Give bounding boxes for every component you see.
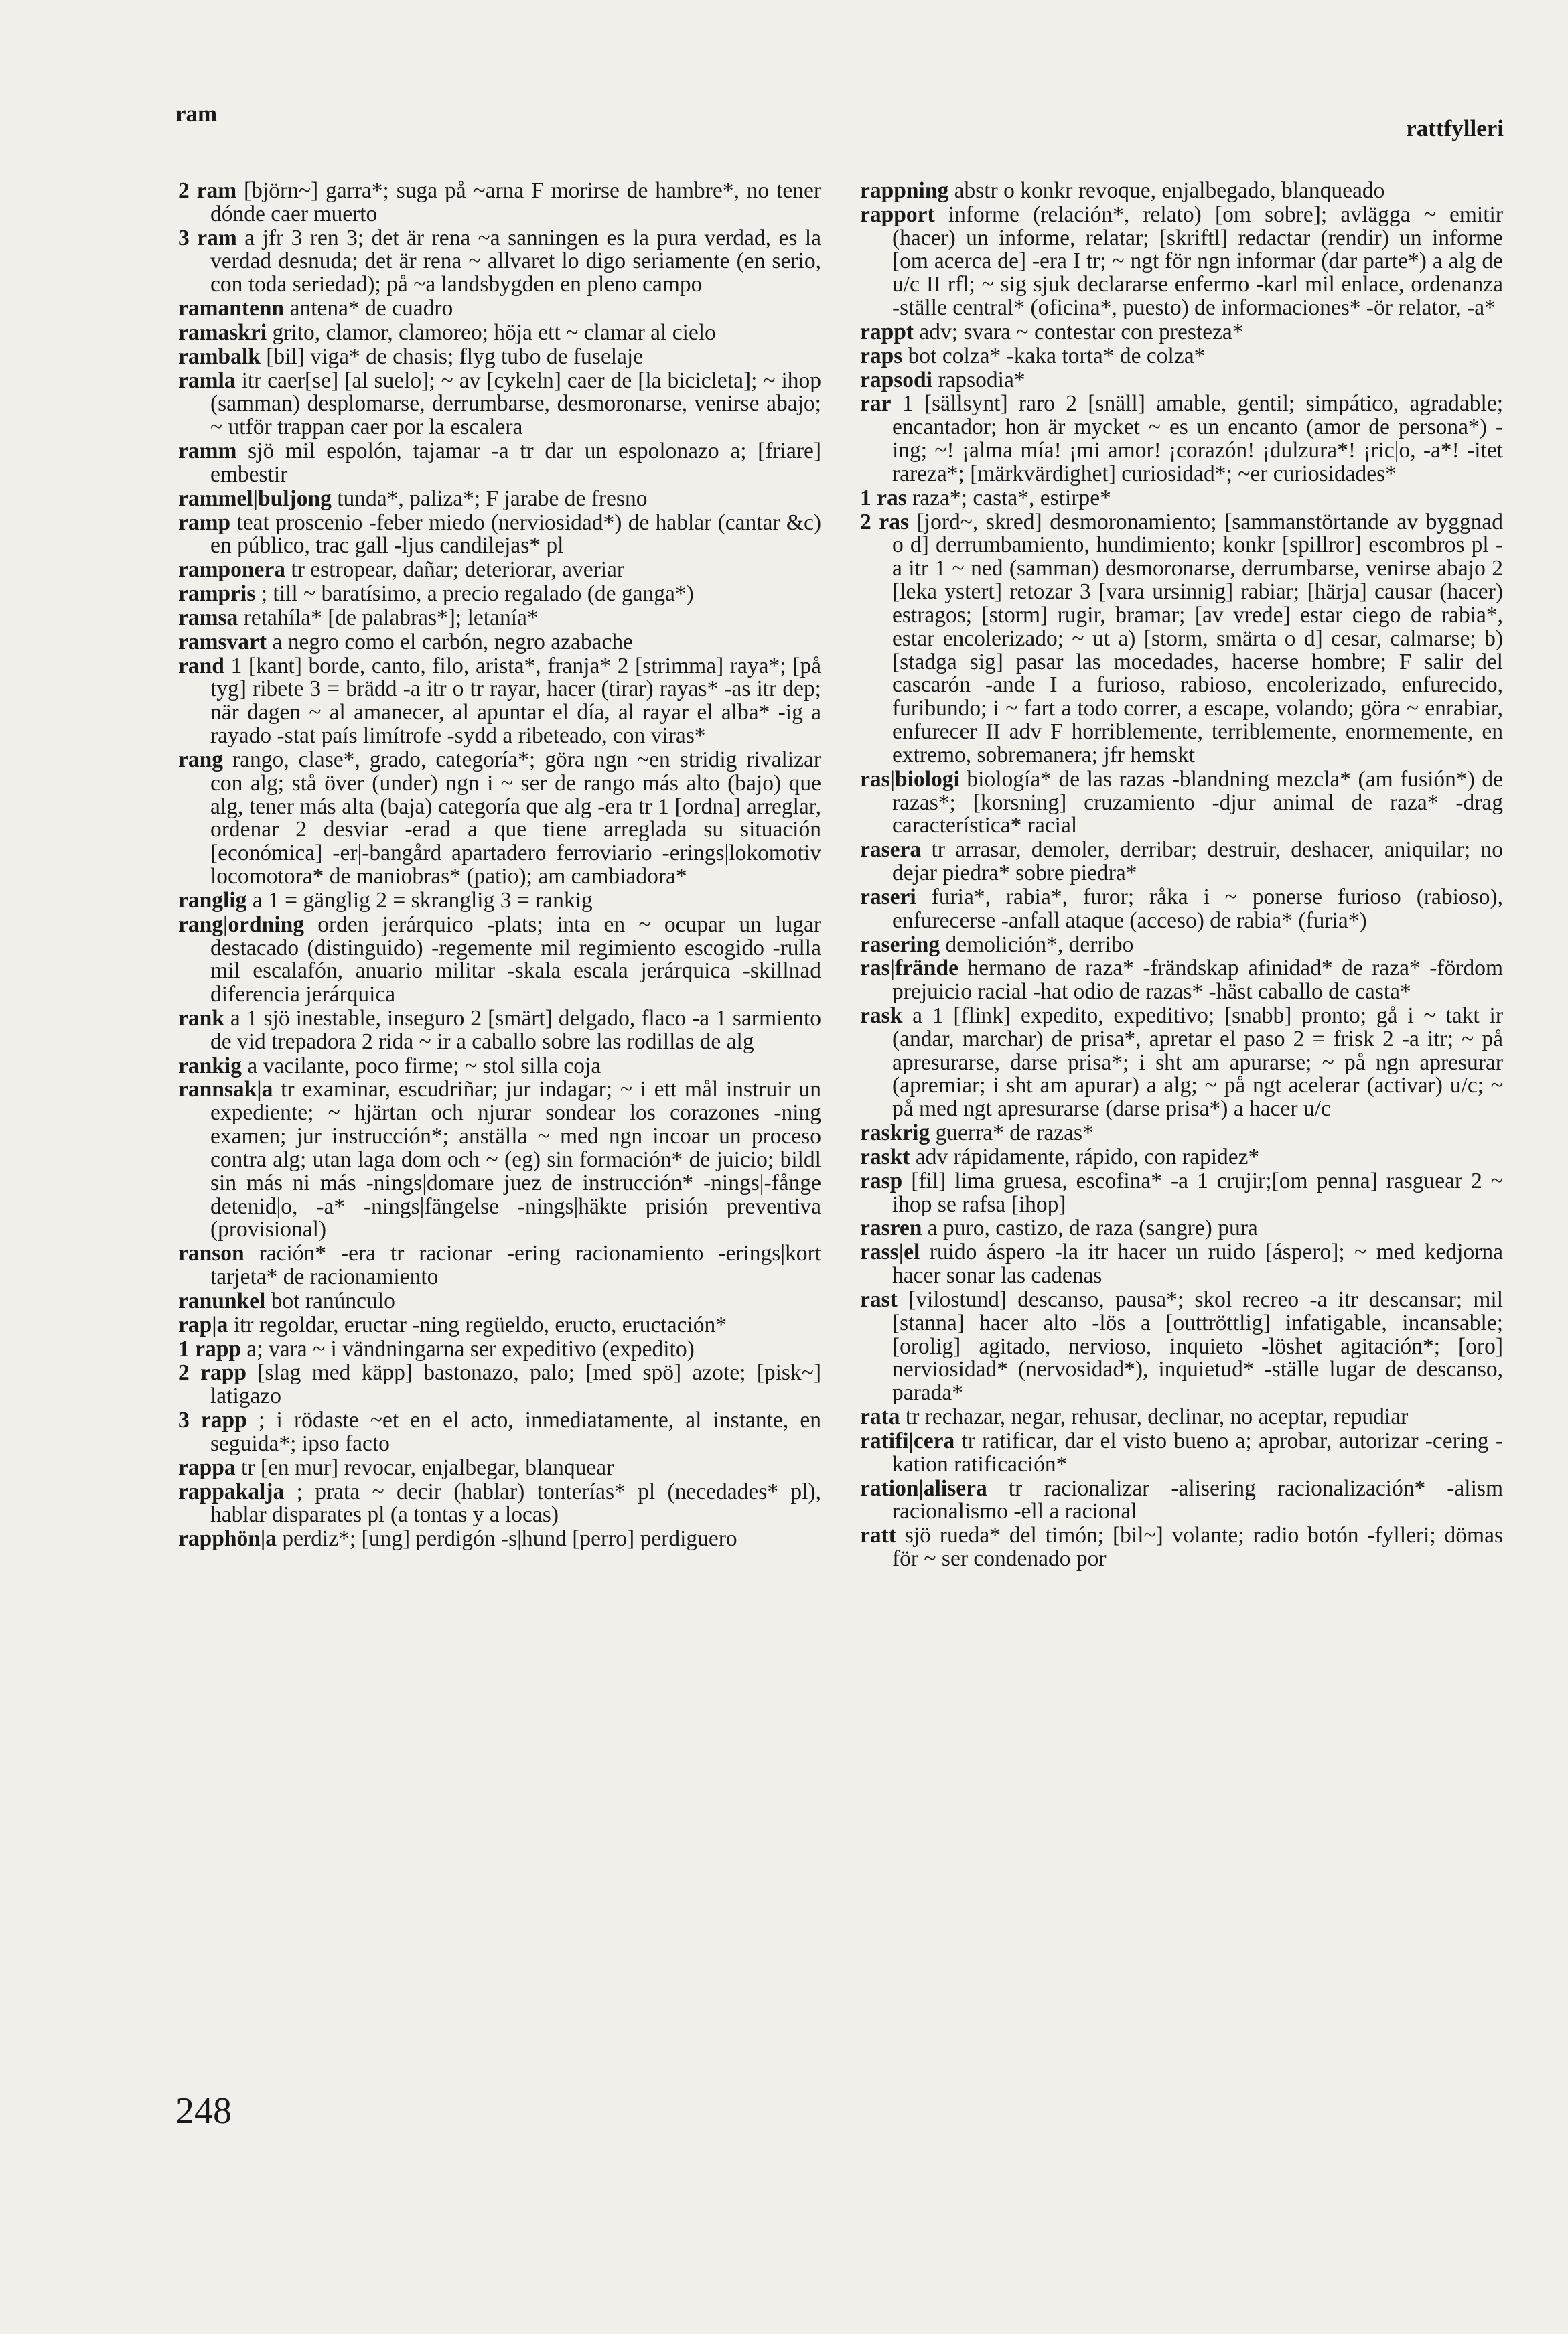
dictionary-entry xyxy=(860,1477,1503,1524)
entry-definition: informe (relación*, relato) [om sobre]; avlägga ~ emitir (hacer) un informe, relatar; [skriftl] redactar (rendir) un informe [om acerca de] -era I tr; ~ ngt för ngn informar (dar parte*) a alg de u/c II rfl; ~ sig sjuk declararse enfermo -karl mil enlace, ordenanza -ställe central* (oficina*, puesto) de informaciones* -ör relator, -a* xyxy=(892,202,1503,321)
entry-headword: ration|alisera xyxy=(860,1475,987,1501)
entry-headword: 2 ram xyxy=(178,178,237,203)
running-head-right: rattfylleri xyxy=(1406,115,1504,141)
entry-headword: rasren xyxy=(860,1216,922,1241)
entry-definition: itr caer[se] [al suelo]; ~ av [cykeln] caer de [la bicicleta]; ~ ihop (samman) desplomarse, derrumbarse, desmoronarse, venirse abajo; ~ utför trappan caer por la escalera xyxy=(210,368,822,440)
dictionary-entry xyxy=(178,1242,821,1289)
entry-definition: rapsodia* xyxy=(938,367,1025,392)
dictionary-entry xyxy=(178,321,821,345)
dictionary-entry xyxy=(860,1406,1503,1429)
entry-headword: rappning xyxy=(860,178,949,203)
entry-headword: rasp xyxy=(860,1168,903,1193)
dictionary-entry xyxy=(860,487,1503,510)
entry-headword: rapport xyxy=(860,202,935,227)
entry-definition: ; i rödaste ~et en el acto, inmediatamente, al instante, en seguida*; ipso facto xyxy=(210,1408,821,1456)
dictionary-entry xyxy=(178,227,821,297)
dictionary-entry xyxy=(860,934,1503,957)
entry-definition: antena* de cuadro xyxy=(289,296,453,321)
entry-definition: a 1 = gänglig 2 = skranglig 3 = rankig xyxy=(252,887,593,913)
dictionary-entry xyxy=(178,1457,821,1480)
running-head-left: ram xyxy=(175,100,218,127)
dictionary-entry xyxy=(860,1005,1503,1121)
entry-headword: rank xyxy=(178,1005,224,1031)
entry-headword: 2 ras xyxy=(860,509,910,534)
entry-headword: ramsvart xyxy=(178,629,267,654)
entry-definition: [slag med käpp] bastonazo, palo; [med spö] azote; [pisk~] latigazo xyxy=(210,1360,821,1409)
entry-headword: ras|frände xyxy=(860,956,958,981)
entry-definition: a jfr 3 ren 3; det är rena ~a sanningen es la pura verdad, es la verdad desnuda; det är rena ~ allvaret lo digo seriamente (en serio, con toda seriedad); på ~a landsbygden en pleno campo xyxy=(210,225,822,297)
dictionary-entry xyxy=(178,911,821,1007)
entry-definition: tr [en mur] revocar, enjalbegar, blanquear xyxy=(241,1455,614,1480)
entry-headword: rankig xyxy=(178,1053,242,1078)
entry-headword: ratt xyxy=(860,1523,896,1548)
dictionary-entry xyxy=(178,1528,821,1551)
entry-headword: rappt xyxy=(860,319,914,344)
dictionary-entry xyxy=(178,749,821,889)
dictionary-entry xyxy=(178,440,821,487)
entry-headword: 2 rapp xyxy=(178,1360,246,1386)
entry-headword: rappakalja xyxy=(178,1479,285,1504)
entry-headword: ramantenn xyxy=(178,296,285,321)
entry-headword: 3 ram xyxy=(178,225,237,250)
entry-headword: rass|el xyxy=(860,1240,920,1265)
dictionary-entry xyxy=(178,179,821,226)
dictionary-entry xyxy=(178,346,821,369)
dictionary-entry xyxy=(178,1338,821,1362)
entry-headword: ramla xyxy=(178,368,236,393)
entry-headword: rapphön|a xyxy=(178,1526,277,1552)
entry-headword: ramm xyxy=(178,439,237,464)
entry-headword: rang|ordning xyxy=(178,911,304,937)
entry-definition: adv; svara ~ contestar con presteza* xyxy=(919,319,1244,344)
entry-definition: sjö mil espolón, tajamar -a tr dar un espolonazo a; [friare] embestir xyxy=(210,439,821,487)
dictionary-entry xyxy=(860,838,1503,885)
entry-headword: rappa xyxy=(178,1455,236,1480)
entry-definition: a puro, castizo, de raza (sangre) pura xyxy=(927,1216,1258,1241)
dictionary-entry xyxy=(178,559,821,582)
entry-headword: ratifi|cera xyxy=(860,1428,955,1453)
entry-headword: ramsa xyxy=(178,605,238,630)
dictionary-entry xyxy=(178,1409,821,1456)
entry-definition: a vacilante, poco firme; ~ stol silla coja xyxy=(247,1053,601,1078)
entry-headword: rampris xyxy=(178,581,256,607)
dictionary-entry xyxy=(860,1524,1503,1571)
entry-definition: tr examinar, escudriñar; jur indagar; ~ i ett mål instruir un expediente; ~ hjärtan och njurar sondear los corazones -ning examen; jur instrucción*; anställa ~ med ngn incoar un proceso contra alg; utan laga dom och ~ (eg) sin formación* de juicio; bildl sin más ni más -nings|domare juez de instrucción* -nings|-fånge detenid|o, -a* -nings|fängelse -nings|häkte prisión preventiva (provisional) xyxy=(210,1077,821,1242)
entry-definition: [björn~] garra*; suga på ~arna F morirse de hambre*, no tener dónde caer muerto xyxy=(210,178,821,226)
left-column xyxy=(178,179,821,1552)
dictionary-entry xyxy=(860,204,1503,320)
dictionary-entry xyxy=(178,370,821,439)
entry-headword: raskrig xyxy=(860,1120,930,1146)
entry-definition: ; till ~ baratísimo, a precio regalado (de ganga*) xyxy=(261,581,694,607)
dictionary-entry xyxy=(178,1078,821,1242)
entry-definition: hermano de raza* -frändskap afinidad* de raza* -fördom prejuicio racial -hat odio de razas* -häst caballo de casta* xyxy=(892,956,1503,1005)
dictionary-entry xyxy=(860,369,1503,392)
dictionary-entry xyxy=(178,631,821,654)
entry-headword: raseri xyxy=(860,884,916,909)
dictionary-entry xyxy=(178,583,821,606)
entry-headword: rap|a xyxy=(178,1312,228,1337)
entry-headword: raskt xyxy=(860,1144,910,1169)
entry-definition: [fil] lima gruesa, escofina* -a 1 crujir;[om penna] rasguear 2 ~ ihop se rafsa [ihop] xyxy=(892,1168,1504,1217)
entry-definition: itr regoldar, eructar -ning regüeldo, eructo, eructación* xyxy=(233,1312,727,1337)
entry-headword: rannsak|a xyxy=(178,1077,273,1102)
entry-definition: demolición*, derribo xyxy=(945,932,1134,957)
entry-headword: rasera xyxy=(860,837,922,863)
entry-headword: rand xyxy=(178,653,224,678)
entry-definition: sjö rueda* del timón; [bil~] volante; radio botón -fylleri; dömas för ~ ser condenado por xyxy=(892,1523,1504,1572)
entry-headword: rambalk xyxy=(178,344,261,369)
dictionary-entry xyxy=(178,1481,821,1528)
entry-definition: a; vara ~ i vändningarna ser expeditivo (expedito) xyxy=(246,1336,695,1362)
dictionary-entry xyxy=(178,297,821,321)
entry-headword: rammel|buljong xyxy=(178,486,332,511)
entry-definition: a negro como el carbón, negro azabache xyxy=(272,629,633,654)
entry-definition: a 1 [flink] expedito, expeditivo; [snabb] pronto; gå i ~ takt ir (andar, marchar) de prisa*, apretar el paso 2 = frisk 2 -a itr; ~ på apresurarse, darse prisa*; i sht am apurarse; ~ på ngn apresurar (apremiar; i sht am apurar) a alg; ~ på ngt acelerar (activar) u/c; ~ på med ngt apresurarse (darse prisa*) a hacer u/c xyxy=(892,1003,1503,1122)
entry-definition: raza*; casta*, estirpe* xyxy=(912,485,1111,510)
entry-headword: ranunkel xyxy=(178,1288,266,1313)
entry-headword: 1 ras xyxy=(860,485,907,510)
entry-headword: ramaskri xyxy=(178,319,267,345)
dictionary-entry xyxy=(178,488,821,511)
dictionary-entry xyxy=(860,345,1503,368)
entry-definition: a 1 sjö inestable, inseguro 2 [smärt] delgado, flaco -a 1 sarmiento de vid trepadora 2 rida ~ ir a caballo sobre las rodillas de alg xyxy=(210,1005,822,1054)
entry-definition: furia*, rabia*, furor; råka i ~ ponerse furioso (rabioso), enfurecerse -anfall ataque (acceso) de rabia* (furia*) xyxy=(892,884,1503,933)
dictionary-entry xyxy=(860,321,1503,344)
entry-definition: bot colza* -kaka torta* de colza* xyxy=(908,343,1206,368)
entry-definition: [vilostund] descanso, pausa*; skol recreo -a itr descansar; mil [stanna] hacer alto -lös a [outtröttlig] infatigable, incansable; [orolig] agitado, nervioso, inquieto -löshet agitación*; [oro] nerviosidad* (nervosidad*), inquietud* -ställe lugar de descanso, parada* xyxy=(892,1287,1504,1406)
entry-definition: 1 [kant] borde, canto, filo, arista*, franja* 2 [strimma] raya*; [på tyg] ribete 3 = brädd -a itr o tr rayar, hacer (tirar) rayas* -as itr dep; när dagen ~ al amanecer, al apuntar el día, al rayar el alba* -ig a rayado -stat país limítrofe -sydd a ribeteado, con viras* xyxy=(210,653,821,749)
dictionary-entry xyxy=(860,1146,1503,1169)
entry-definition: orden jerárquico -plats; inta en ~ ocupar un lugar destacado (distinguido) -regemente mil regimiento escogido -rulla mil escalafón, anuario militar -skala escala jerárquica -skillnad diferencia jerárquica xyxy=(210,911,821,1007)
dictionary-entry xyxy=(178,1314,821,1337)
entry-definition: 1 [sällsynt] raro 2 [snäll] amable, gentil; simpático, agradable; encantador; hon är mycket ~ es un encanto (amor de persona*) -ing; ~! ¡alma mía! ¡mi amor! ¡corazón! ¡dulzura*! ¡ric|o, -a*! -itet rareza*; [märkvärdighet] curiosidad*; ~er curiosidades* xyxy=(892,391,1504,486)
entry-headword: rapsodi xyxy=(860,367,932,392)
entry-definition: adv rápidamente, rápido, con rapidez* xyxy=(915,1144,1260,1169)
entry-headword: ras|biologi xyxy=(860,766,960,792)
entry-definition: [bil] viga* de chasis; flyg tubo de fuselaje xyxy=(266,344,644,369)
dictionary-entry xyxy=(860,511,1503,768)
entry-definition: tr ratificar, dar el visto bueno a; aprobar, autorizar -cering -kation ratificación* xyxy=(892,1428,1503,1477)
dictionary-entry xyxy=(860,886,1503,933)
entry-definition: tr estropear, dañar; deteriorar, averiar xyxy=(291,557,625,583)
dictionary-entry xyxy=(860,957,1503,1004)
dictionary-entry xyxy=(178,607,821,630)
entry-definition: grito, clamor, clamoreo; höja ett ~ clamar al cielo xyxy=(272,319,716,345)
dictionary-entry xyxy=(178,889,821,913)
entry-definition: rango, clase*, grado, categoría*; göra ngn ~en stridig rivalizar con alg; stå över (under) ngn i ~ ser de rango más alto (bajo) que alg, tener más alta (baja) categoría que alg -era tr 1 [ordna] arreglar, ordenar 2 desviar -erad a que tiene arreglada su situación [económica] -er|-bangård apartadero ferroviario -erings|lokomotiv locomotora* de maniobras* (patio); am cambiadora* xyxy=(210,747,822,889)
entry-headword: rata xyxy=(860,1404,900,1430)
dictionary-entry xyxy=(860,768,1503,838)
entry-headword: rask xyxy=(860,1003,903,1028)
entry-definition: tr arrasar, demoler, derribar; destruir, deshacer, aniquilar; no dejar piedra* sobre piedra* xyxy=(892,837,1503,886)
entry-headword: rang xyxy=(178,747,223,772)
entry-headword: ranglig xyxy=(178,887,247,913)
dictionary-entry xyxy=(860,1430,1503,1477)
right-column xyxy=(860,179,1503,1572)
dictionary-entry xyxy=(860,1241,1503,1288)
entry-definition: ; prata ~ decir (hablar) tonterías* pl (necedades* pl), hablar disparates pl (a tontas y a locas) xyxy=(210,1479,822,1528)
entry-definition: tr racionalizar -alisering racionalización* -alism racionalismo -ell a racional xyxy=(892,1475,1503,1524)
entry-definition: teat proscenio -feber miedo (nerviosidad*) de hablar (cantar &c) en público, trac gall -ljus candilejas* pl xyxy=(210,510,822,559)
entry-definition: ración* -era tr racionar -ering racionamiento -erings|kort tarjeta* de racionamiento xyxy=(210,1241,821,1290)
dictionary-entry xyxy=(178,1007,821,1054)
dictionary-entry xyxy=(178,512,821,559)
entry-headword: raps xyxy=(860,343,903,368)
entry-definition: ruido áspero -la itr hacer un ruido [áspero]; ~ med kedjorna hacer sonar las cadenas xyxy=(892,1240,1503,1289)
entry-headword: rasering xyxy=(860,932,940,957)
dictionary-entry xyxy=(860,1217,1503,1240)
entry-definition: tunda*, paliza*; F jarabe de fresno xyxy=(337,486,648,511)
dictionary-entry xyxy=(860,1170,1503,1217)
entry-definition: [jord~, skred] desmoronamiento; [sammanstörtande av byggnad o d] derrumbamiento, hundimiento; konkr [spillror] escombros pl -a itr 1 ~ ned (samman) desmoronarse, derrumbarse, venirse abajo 2 [leka ystert] retozar 3 [vara ursinnig] rabiar; [härja] causar (hacer) estragos; [storm] rugir, bramar; [av vrede] estar ciego de rabia*, estar encolerizado; ~ ut a) [storm, smärta o d] cesar, calmarse; b) [stadga sig] pasar las mocedades, hacerse hombre; F salir del cascarón -ande I a furioso, rabioso, encolerizado, enfurecido, furibundo; i ~ fart a todo correr, a escape, volando; göra ~ enrabiar, enfurecer II adv F horriblemente, terriblemente, enormemente, en extremo, sobremanera; jfr hemskt xyxy=(892,509,1504,768)
entry-definition: retahíla* [de palabras*]; letanía* xyxy=(243,605,539,630)
entry-definition: perdiz*; [ung] perdigón -s|hund [perro] perdiguero xyxy=(282,1526,737,1552)
entry-headword: rast xyxy=(860,1287,898,1312)
page-number: 248 xyxy=(175,2090,232,2132)
entry-definition: guerra* de razas* xyxy=(935,1120,1094,1146)
dictionary-entry xyxy=(860,1289,1503,1405)
entry-definition: biología* de las razas -blandning mezcla* (am fusión*) de razas*; [korsning] cruzamiento -djur animal de raza* -drag característica* racial xyxy=(892,766,1503,838)
dictionary-entry xyxy=(178,655,821,748)
entry-headword: ranson xyxy=(178,1241,244,1266)
dictionary-entry xyxy=(178,1290,821,1313)
entry-definition: tr rechazar, negar, rehusar, declinar, no aceptar, repudiar xyxy=(905,1404,1409,1430)
dictionary-entry xyxy=(178,1362,821,1408)
dictionary-entry xyxy=(178,1055,821,1078)
dictionary-entry xyxy=(860,179,1503,203)
entry-headword: 1 rapp xyxy=(178,1336,242,1362)
entry-definition: bot ranúnculo xyxy=(271,1288,395,1313)
entry-definition: abstr o konkr revoque, enjalbegado, blanqueado xyxy=(954,178,1385,203)
dictionary-entry xyxy=(860,1122,1503,1145)
entry-headword: ramp xyxy=(178,510,231,535)
entry-headword: rar xyxy=(860,391,892,417)
entry-headword: 3 rapp xyxy=(178,1408,247,1433)
dictionary-entry xyxy=(860,392,1503,486)
entry-headword: ramponera xyxy=(178,557,286,583)
